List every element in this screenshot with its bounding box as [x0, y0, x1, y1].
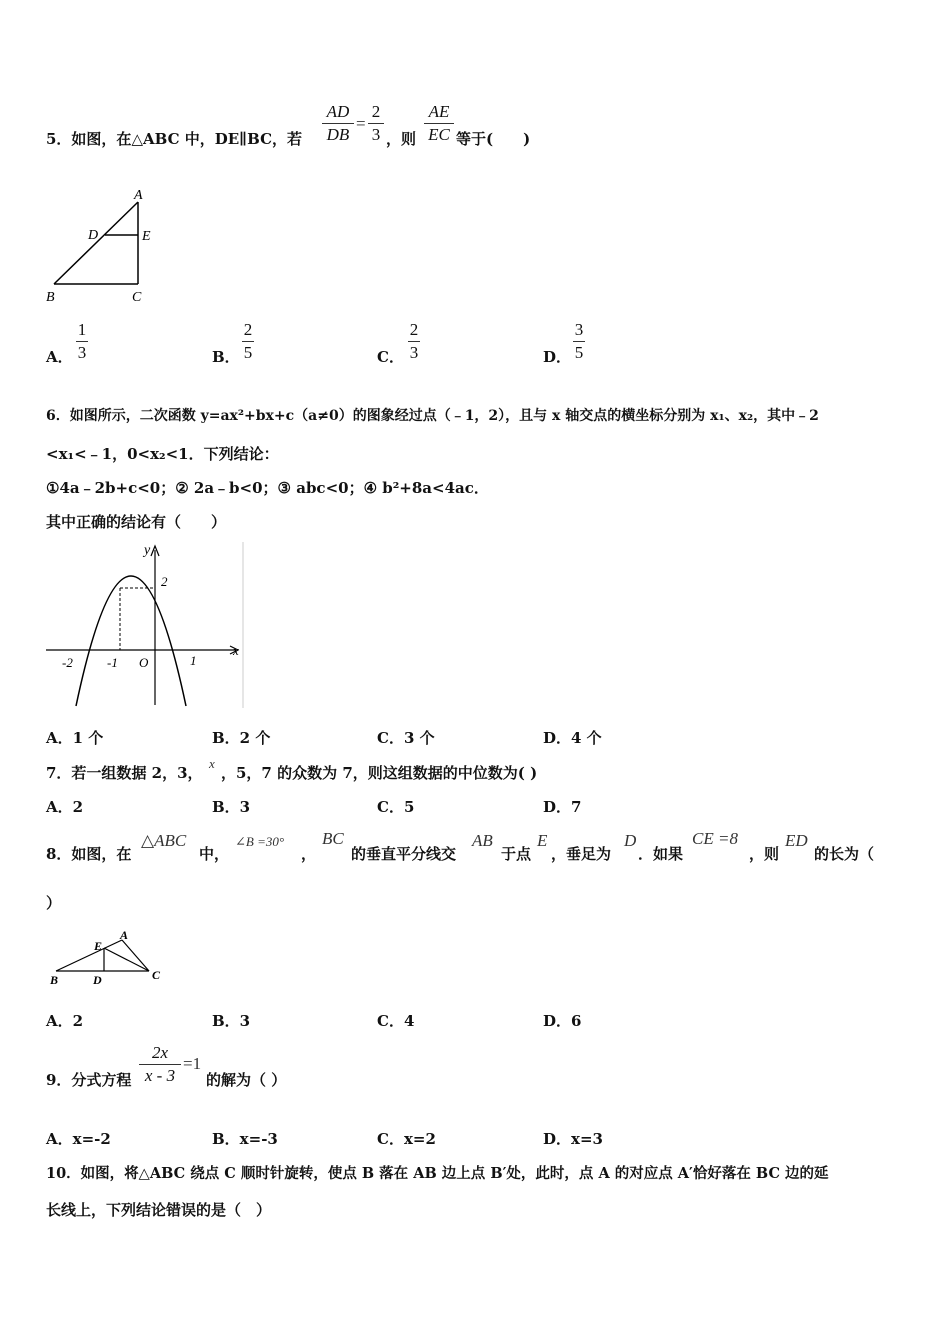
q7-variable-x: x	[209, 756, 215, 771]
q5-option-c-num: 2	[409, 320, 419, 339]
q8-math-ed: ED	[785, 831, 808, 850]
q5-option-a-den: 3	[77, 343, 87, 362]
q9-option-d[interactable]: D．x=3	[543, 1130, 603, 1148]
q5-ratio-ae-ec	[424, 102, 454, 145]
q8-math-d: D	[624, 831, 637, 850]
q5-stem-middle: ，则	[386, 130, 417, 148]
q5-option-d-letter[interactable]: D．	[543, 348, 572, 366]
q8-stem-p7: ．如果	[638, 845, 684, 863]
q8-stem-p6: ，垂足为	[551, 845, 612, 863]
q5-ratio3-num: AE	[428, 102, 450, 121]
q5-label-c: C	[132, 290, 142, 305]
q5-stem-prefix: 5．如图，在△ABC 中，DE∥BC，若	[46, 130, 303, 148]
q8-math-ce: CE =8	[692, 829, 738, 848]
q5-option-a-fraction[interactable]	[76, 320, 88, 363]
q9-fraction-den: x - 3	[144, 1066, 176, 1085]
q5-ratio-ad-db	[322, 102, 354, 145]
q6-label-origin: O	[139, 655, 149, 670]
q6-option-a[interactable]: A．1 个	[46, 729, 104, 747]
q8-option-d[interactable]: D．6	[543, 1012, 582, 1030]
q5-option-b-fraction[interactable]	[242, 320, 254, 363]
q8-math-triangle: △ABC	[141, 831, 187, 850]
q6-conclusions: ①4a﹣2b+c<0；② 2a﹣b<0；③ abc<0；④ b²+8a<4ac．	[46, 479, 489, 497]
q5-ratio2-den: 3	[371, 125, 381, 144]
q8-stem-p5: 于点	[501, 845, 532, 863]
q8-label-d: D	[93, 973, 102, 987]
q5-label-b: B	[46, 290, 55, 305]
q8-label-b: B	[50, 973, 59, 987]
q5-ratio1-den: DB	[326, 125, 350, 144]
q5-option-c-den: 3	[409, 343, 419, 362]
q8-math-bc: BC	[322, 829, 344, 848]
q6-label-y: y	[144, 543, 151, 558]
q9-fraction-num: 2x	[151, 1043, 169, 1062]
q5-option-b-letter[interactable]: B．	[212, 348, 240, 366]
q9-stem-suffix: 的解为（ ）	[206, 1071, 287, 1089]
q6-label-x: x	[233, 643, 239, 658]
q8-stem-p9: 的长为（	[814, 845, 875, 863]
q5-option-a-letter[interactable]: A．	[46, 348, 73, 366]
q8-stem-p2: 中，	[199, 845, 230, 863]
q5-option-d-den: 5	[574, 343, 584, 362]
q8-stem-p4: 的垂直平分线交	[351, 845, 457, 863]
q5-ratio1-num: AD	[326, 102, 350, 121]
q5-option-d-fraction[interactable]	[573, 320, 585, 363]
q8-option-a[interactable]: A．2	[46, 1012, 84, 1030]
q5-stem-suffix: 等于( )	[456, 130, 531, 148]
q5-option-d-num: 3	[574, 320, 584, 339]
q6-stem-line2: <x₁<﹣1，0<x₂<1．下列结论：	[46, 445, 279, 463]
q5-option-b-num: 2	[243, 320, 253, 339]
q5-option-b-den: 5	[243, 343, 253, 362]
q8-triangle-figure	[44, 926, 174, 988]
q6-option-b[interactable]: B．2 个	[212, 729, 271, 747]
q6-parabola-figure	[40, 540, 250, 710]
q8-label-c: C	[152, 968, 161, 982]
q7-option-b[interactable]: B．3	[212, 798, 251, 816]
q5-option-c-fraction[interactable]	[408, 320, 420, 363]
q5-label-d: D	[88, 228, 99, 243]
q6-label-two: 2	[161, 574, 168, 589]
q5-option-c-letter[interactable]: C．	[377, 348, 404, 366]
q5-label-a: A	[134, 188, 143, 203]
q8-stem-p1: 8．如图，在	[46, 845, 132, 863]
q8-math-ab: AB	[472, 831, 493, 850]
q10-stem-line2: 长线上，下列结论错误的是（ ）	[46, 1201, 272, 1219]
q6-label-m1: -1	[107, 655, 118, 670]
q8-stem-line2: ）	[46, 894, 62, 912]
q6-option-c[interactable]: C．3 个	[377, 729, 435, 747]
q8-label-e: E	[94, 939, 103, 953]
q6-label-m2: -2	[62, 655, 73, 670]
q8-option-c[interactable]: C．4	[377, 1012, 415, 1030]
q5-ratio3-den: EC	[428, 125, 450, 144]
q7-option-c[interactable]: C．5	[377, 798, 415, 816]
q9-option-c[interactable]: C．x=2	[377, 1130, 436, 1148]
q7-stem-prefix: 7．若一组数据 2，3，	[46, 764, 203, 782]
q8-stem-p3: ，	[301, 845, 317, 863]
q6-stem-line1: 6．如图所示，二次函数 y=ax²+bx+c（a≠0）的图象经过点（﹣1，2），且与 x 轴交点的横坐标分别为 x₁、x₂，其中﹣2	[46, 408, 819, 424]
q5-ratio2-num: 2	[371, 102, 381, 121]
q5-equals: =	[356, 114, 366, 133]
q6-question: 其中正确的结论有（ ）	[46, 513, 227, 531]
q7-stem-suffix: ，5，7 的众数为 7，则这组数据的中位数为( )	[221, 764, 538, 782]
q9-option-b[interactable]: B．x=-3	[212, 1130, 278, 1148]
q6-label-p1: 1	[190, 653, 197, 668]
q8-math-angle: ∠B =30°	[235, 834, 285, 849]
q9-option-a[interactable]: A．x=-2	[46, 1130, 111, 1148]
q5-ratio-2-3	[368, 102, 384, 145]
q8-option-b[interactable]: B．3	[212, 1012, 251, 1030]
q9-equals-one: =1	[183, 1054, 202, 1073]
q5-option-a-num: 1	[77, 320, 87, 339]
q10-stem-line1: 10．如图，将△ABC 绕点 C 顺时针旋转，使点 B 落在 AB 边上点 B′处，此时，点 A 的对应点 A′恰好落在 BC 边的延	[46, 1165, 829, 1182]
q6-option-d[interactable]: D．4 个	[543, 729, 602, 747]
q8-label-a: A	[120, 928, 129, 942]
q9-fraction	[139, 1043, 181, 1086]
q8-math-e: E	[537, 831, 548, 850]
q5-triangle-figure	[40, 184, 170, 306]
q9-stem-prefix: 9．分式方程	[46, 1071, 132, 1089]
q7-option-d[interactable]: D．7	[543, 798, 582, 816]
q7-option-a[interactable]: A．2	[46, 798, 84, 816]
q5-label-e: E	[142, 229, 151, 244]
q8-stem-p8: ，则	[749, 845, 780, 863]
